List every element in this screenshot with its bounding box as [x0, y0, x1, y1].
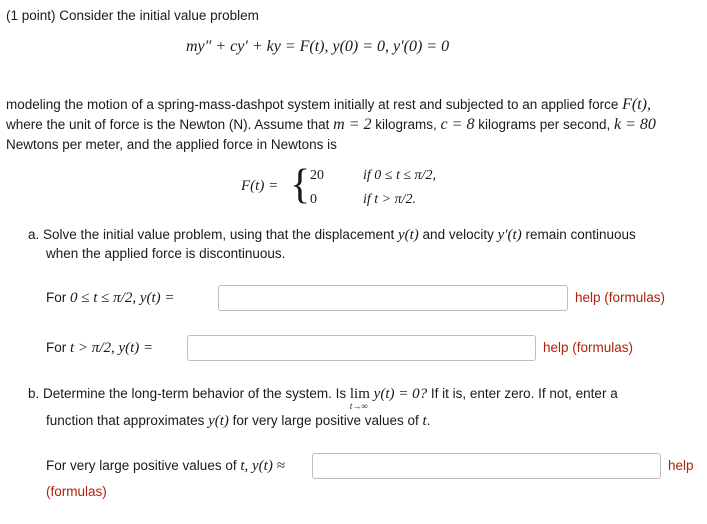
part-a-line-2: when the applied force is discontinuous.: [46, 246, 286, 261]
piecewise-case2-condition: if t > π/2.: [363, 192, 417, 207]
intro-text: modeling the motion of a spring-mass-dashpot system initially at rest and subjected to an applied force: [6, 97, 623, 112]
answer-input-y-longterm[interactable]: [312, 453, 661, 479]
piecewise-case1-value: 20: [310, 168, 324, 183]
row-math: t, y(t) ≈: [240, 458, 285, 474]
ivp-equation: my″ + cy′ + ky = F(t), y(0) = 0, y′(0) = 0: [186, 38, 450, 55]
displacement-symbol: y(t): [397, 227, 419, 243]
piecewise-lhs: F(t) =: [241, 178, 279, 194]
intro-text: where the unit of force is the Newton (N). Assume that: [6, 117, 334, 132]
part-b-line-2: function that approximates y(t) for very large positive values of t.: [46, 413, 431, 429]
limit-subscript: t→∞: [349, 401, 368, 411]
help-formulas-link[interactable]: help (formulas): [575, 290, 666, 305]
piecewise-case2-value: 0: [310, 192, 317, 207]
row-prefix: For: [46, 340, 71, 355]
part-a-line-1: [28, 227, 636, 244]
part-a-text: a. Solve the initial value problem, using that the displacement: [28, 227, 398, 242]
intro-line-2: [6, 116, 656, 134]
part-b-line-1: [28, 386, 618, 411]
intro-line-1: [6, 96, 651, 114]
piecewise-brace: {: [290, 162, 311, 208]
limit-word: lim: [349, 386, 370, 402]
limit-expression: y(t) = 0?: [373, 386, 428, 402]
answer-input-y-late[interactable]: [187, 335, 536, 361]
piecewise-case1-condition: if 0 ≤ t ≤ π/2,: [363, 168, 436, 183]
part-a-row1-label: [46, 290, 175, 307]
help-formulas-link[interactable]: help (formulas): [543, 340, 634, 355]
row-prefix: For: [46, 290, 71, 305]
row-prefix: For very large positive values of: [46, 458, 241, 473]
force-symbol: F(t),: [622, 96, 651, 113]
part-b-row-label: [46, 458, 285, 475]
mass-value: m = 2: [333, 116, 372, 133]
velocity-symbol: y′(t): [497, 227, 522, 243]
part-a-row2-label: [46, 340, 153, 357]
damping-value: c = 8: [440, 116, 475, 133]
intro-text: kilograms,: [371, 117, 441, 132]
part-a-text: remain continuous: [521, 227, 636, 242]
displacement-symbol: y(t): [208, 413, 229, 429]
intro-line-3: Newtons per meter, and the applied force in Newtons is: [6, 137, 337, 152]
intro-text: kilograms per second,: [474, 117, 615, 132]
help-link[interactable]: help: [668, 458, 694, 473]
row-math: t > π/2, y(t) =: [70, 340, 154, 356]
part-b-text: function that approximates: [46, 413, 209, 428]
answer-input-y-early[interactable]: [218, 285, 568, 311]
spring-value: k = 80: [614, 116, 656, 133]
limit-operator: [349, 386, 370, 411]
problem-header: (1 point) Consider the initial value problem: [6, 8, 259, 23]
part-b-text: for very large positive values of: [228, 413, 423, 428]
row-math: 0 ≤ t ≤ π/2, y(t) =: [70, 290, 175, 306]
part-b-text: If it is, enter zero. If not, enter a: [427, 386, 618, 401]
part-b-text: .: [426, 413, 431, 428]
part-a-text: and velocity: [418, 227, 498, 242]
formulas-link[interactable]: (formulas): [46, 484, 107, 499]
part-b-text: b. Determine the long-term behavior of the system. Is: [28, 386, 350, 401]
